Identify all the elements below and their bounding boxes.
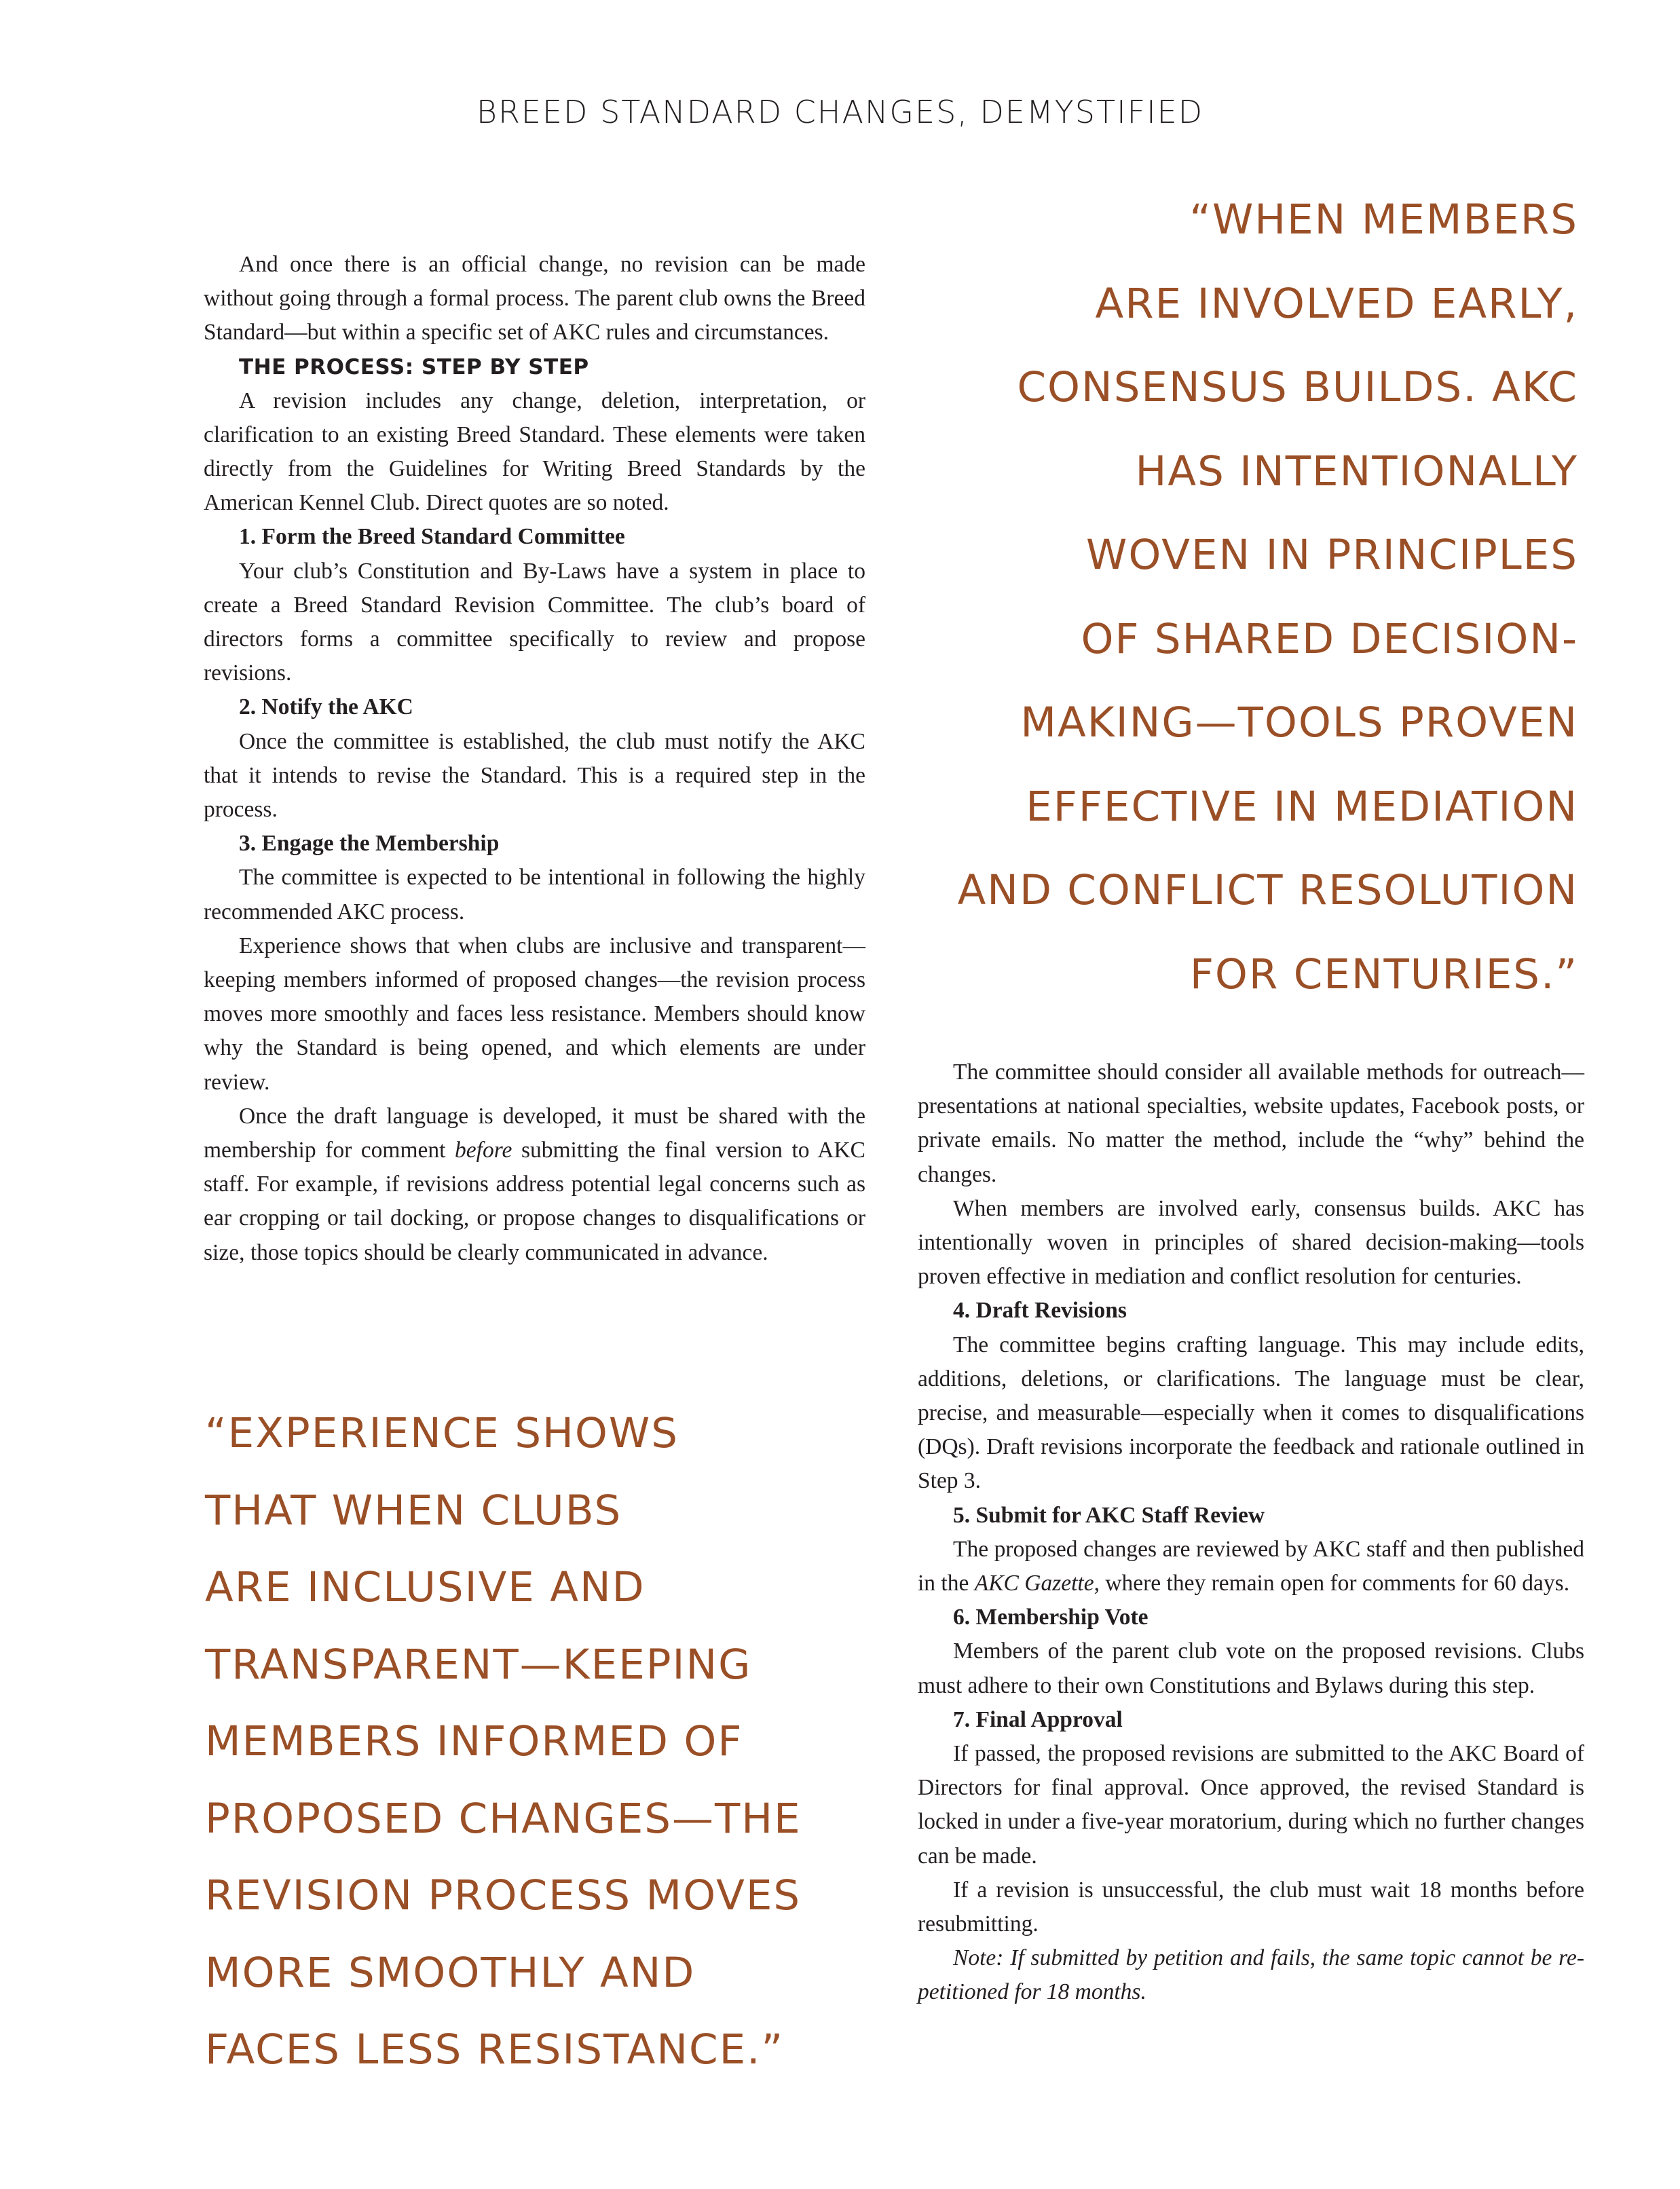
step-3-body-3-emphasis: before: [455, 1138, 512, 1163]
pull-quote-line: HAS INTENTIONALLY: [1135, 447, 1578, 495]
pull-quote-line: FACES LESS RESISTANCE.”: [205, 2025, 785, 2074]
step-5-body: [918, 1533, 1584, 1601]
pull-quote-line: “WHEN MEMBERS: [1189, 195, 1578, 244]
pull-quote-line: ARE INVOLVED EARLY,: [1095, 279, 1578, 328]
step-3-body-3-after: submitting the final version to AKC staff. For example, if revisions address potential legal concerns such as ear cropping or tail docking, or propose changes to disqualifications or size, those topics should be clearly communicated in advance.: [204, 1138, 866, 1265]
step-7-body: If passed, the proposed revisions are submitted to the AKC Board of Directors for final approval. Once approved, the revised Standard is locked in under a five-year moratorium, during which no further changes can be made.: [918, 1741, 1584, 1869]
step-3-body-3: [204, 1100, 865, 1270]
step-3-body-2: Experience shows that when clubs are inclusive and transparent—keeping members informed of proposed changes—the revision process moves more smoothly and faces less resistance. Members should know why the Standard is being opened, and which elements are under review.: [204, 933, 865, 1095]
step-1-heading: 1. Form the Breed Standard Committee: [239, 524, 625, 550]
step-5-heading: 5. Submit for AKC Staff Review: [953, 1502, 1265, 1528]
pull-quote-line: MORE SMOOTHLY AND: [205, 1948, 696, 1997]
pull-quote-line: “EXPERIENCE SHOWS: [205, 1409, 679, 1457]
step-4-heading: 4. Draft Revisions: [953, 1298, 1127, 1324]
akc-gazette-title: AKC Gazette: [974, 1571, 1094, 1596]
step-3-heading: 3. Engage the Membership: [239, 831, 500, 857]
step-1-body: Your club’s Constitution and By-Laws have a system in place to create a Breed Standard Revision Committee. The club’s board of directors forms a committee specifically to review and propose revisions.: [204, 558, 865, 686]
pull-quote-consensus: [958, 178, 1578, 1016]
step-5-body-after: , where they remain open for comments for 60 days.: [1094, 1571, 1570, 1596]
intro-paragraph: And once there is an official change, no revision can be made without going through a formal process. The parent club owns the Breed Standard—but within a specific set of AKC rules and circumstances.: [204, 252, 865, 345]
section-intro-paragraph: A revision includes any change, deletion, interpretation, or clarification to an existing Breed Standard. These elements were taken directly from the Guidelines for Writing Breed Standards by the American Kennel Club. Direct quotes are so noted.: [204, 388, 865, 516]
pull-quote-line: MAKING—TOOLS PROVEN: [1020, 698, 1578, 747]
step-3-body: The committee is expected to be intentional in following the highly recommended AKC process.: [204, 865, 865, 924]
step-7-heading: 7. Final Approval: [953, 1706, 1123, 1732]
section-heading: THE PROCESS: STEP BY STEP: [239, 354, 589, 379]
consensus-paragraph: When members are involved early, consensus builds. AKC has intentionally woven in principles of shared decision-making—tools proven effective in mediation and conflict resolution for centuries.: [918, 1195, 1584, 1290]
step-3-body-3-before: Once the draft language is developed, it must be shared with the membership for comment: [204, 1103, 865, 1163]
pull-quote-line: TRANSPARENT—KEEPING: [205, 1640, 752, 1689]
pull-quote-experience: [205, 1395, 802, 2089]
step-2-heading: 2. Notify the AKC: [239, 694, 413, 720]
step-7-body-2: If a revision is unsuccessful, the club must wait 18 months before resubmitting.: [918, 1877, 1584, 1937]
pull-quote-line: THAT WHEN CLUBS: [205, 1486, 622, 1535]
pull-quote-line: OF SHARED DECISION-: [1081, 614, 1578, 663]
step-7-note: Note: If submitted by petition and fails, the same topic cannot be re-petitioned for 18 months.: [918, 1945, 1584, 2005]
outreach-paragraph: The committee should consider all available methods for outreach—presentations at national specialties, website updates, Facebook posts, or private emails. No matter the method, include the “why” behind the changes.: [918, 1060, 1584, 1187]
pull-quote-line: EFFECTIVE IN MEDIATION: [1026, 782, 1578, 831]
right-column: [918, 1055, 1584, 2010]
pull-quote-line: WOVEN IN PRINCIPLES: [1086, 531, 1578, 579]
pull-quote-line: PROPOSED CHANGES—THE: [205, 1794, 802, 1843]
running-header: BREED STANDARD CHANGES, DEMYSTIFIED: [476, 94, 1204, 130]
pull-quote-line: MEMBERS INFORMED OF: [205, 1717, 743, 1765]
step-4-body: The committee begins crafting language. This may include edits, additions, deletions, or clarifications. The language must be clear, precise, and measurable—especially when it comes to disqualifications (DQs). Draft revisions incorporate the feedback and rationale outlined in Step 3.: [918, 1332, 1584, 1494]
pull-quote-line: ARE INCLUSIVE AND: [205, 1563, 646, 1611]
step-6-heading: 6. Membership Vote: [953, 1605, 1149, 1630]
pull-quote-line: CONSENSUS BUILDS. AKC: [1017, 363, 1578, 411]
pull-quote-line: FOR CENTURIES.”: [1189, 950, 1578, 998]
left-column: [204, 248, 865, 1270]
step-6-body: Members of the parent club vote on the proposed revisions. Clubs must adhere to their own Constitutions and Bylaws during this step.: [918, 1639, 1584, 1698]
pull-quote-line: AND CONFLICT RESOLUTION: [957, 866, 1578, 914]
step-2-body: Once the committee is established, the club must notify the AKC that it intends to revise the Standard. This is a required step in the process.: [204, 728, 865, 823]
step-5-body-before: The proposed changes are reviewed by AKC staff and then published in the: [918, 1536, 1584, 1596]
pull-quote-line: REVISION PROCESS MOVES: [205, 1871, 802, 1920]
